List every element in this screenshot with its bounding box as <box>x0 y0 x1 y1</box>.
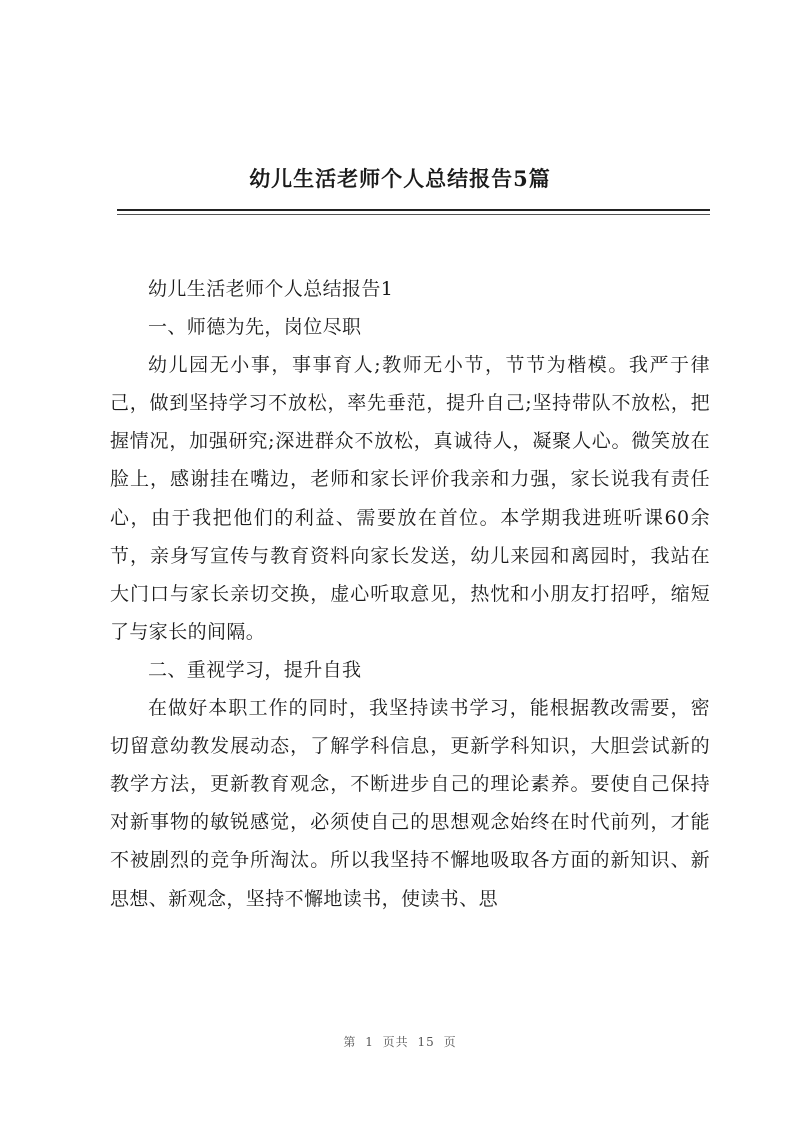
section-heading-report-1: 幼儿生活老师个人总结报告1 <box>148 278 394 300</box>
paragraph-ethics: 幼儿园无小事，事事育人;教师无小节，节节为楷模。我严于律己，做到坚持学习不放松，率先垂范，提升自己;坚持带队不放松，把握情况，加强研究;深进群众不放松，真诚待人，凝聚人心。微笑放在脸上，感谢挂在嘴边，老师和家长评价我亲和力强，家长说我有责任心，由于我把他们的利益、需要放在首位。本学期我进班听课60余节，亲身写宣传与教育资料向家长发送，幼儿来园和离园时，我站在大门口与家长亲切交换，虚心听取意见，热忱和小朋友打招呼，缩短了与家长的间隔。 <box>110 354 710 643</box>
title-divider-thin <box>117 214 710 215</box>
title-divider <box>117 209 710 211</box>
document-title: 幼儿生活老师个人总结报告5篇 <box>249 166 551 191</box>
paragraph-learning: 在做好本职工作的同时，我坚持读书学习，能根据教改需要，密切留意幼教发展动态，了解学科信息，更新学科知识，大胆尝试新的教学方法，更新教育观念，不断进步自己的理论素养。要使自己保持对新事物的敏锐感觉，必须使自己的思想观念始终在时代前列，才能不被剧烈的竞争所淘汰。所以我坚持不懈地吸取各方面的新知识、新思想、新观念，坚持不懈地读书，使读书、思 <box>110 697 710 910</box>
page-number-footer: 第 1 页共 15 页 <box>343 1035 457 1049</box>
subheading-ethics: 一、师德为先，岗位尽职 <box>148 316 362 339</box>
subheading-learning: 二、重视学习，提升自我 <box>148 658 362 681</box>
document-body <box>110 270 710 918</box>
